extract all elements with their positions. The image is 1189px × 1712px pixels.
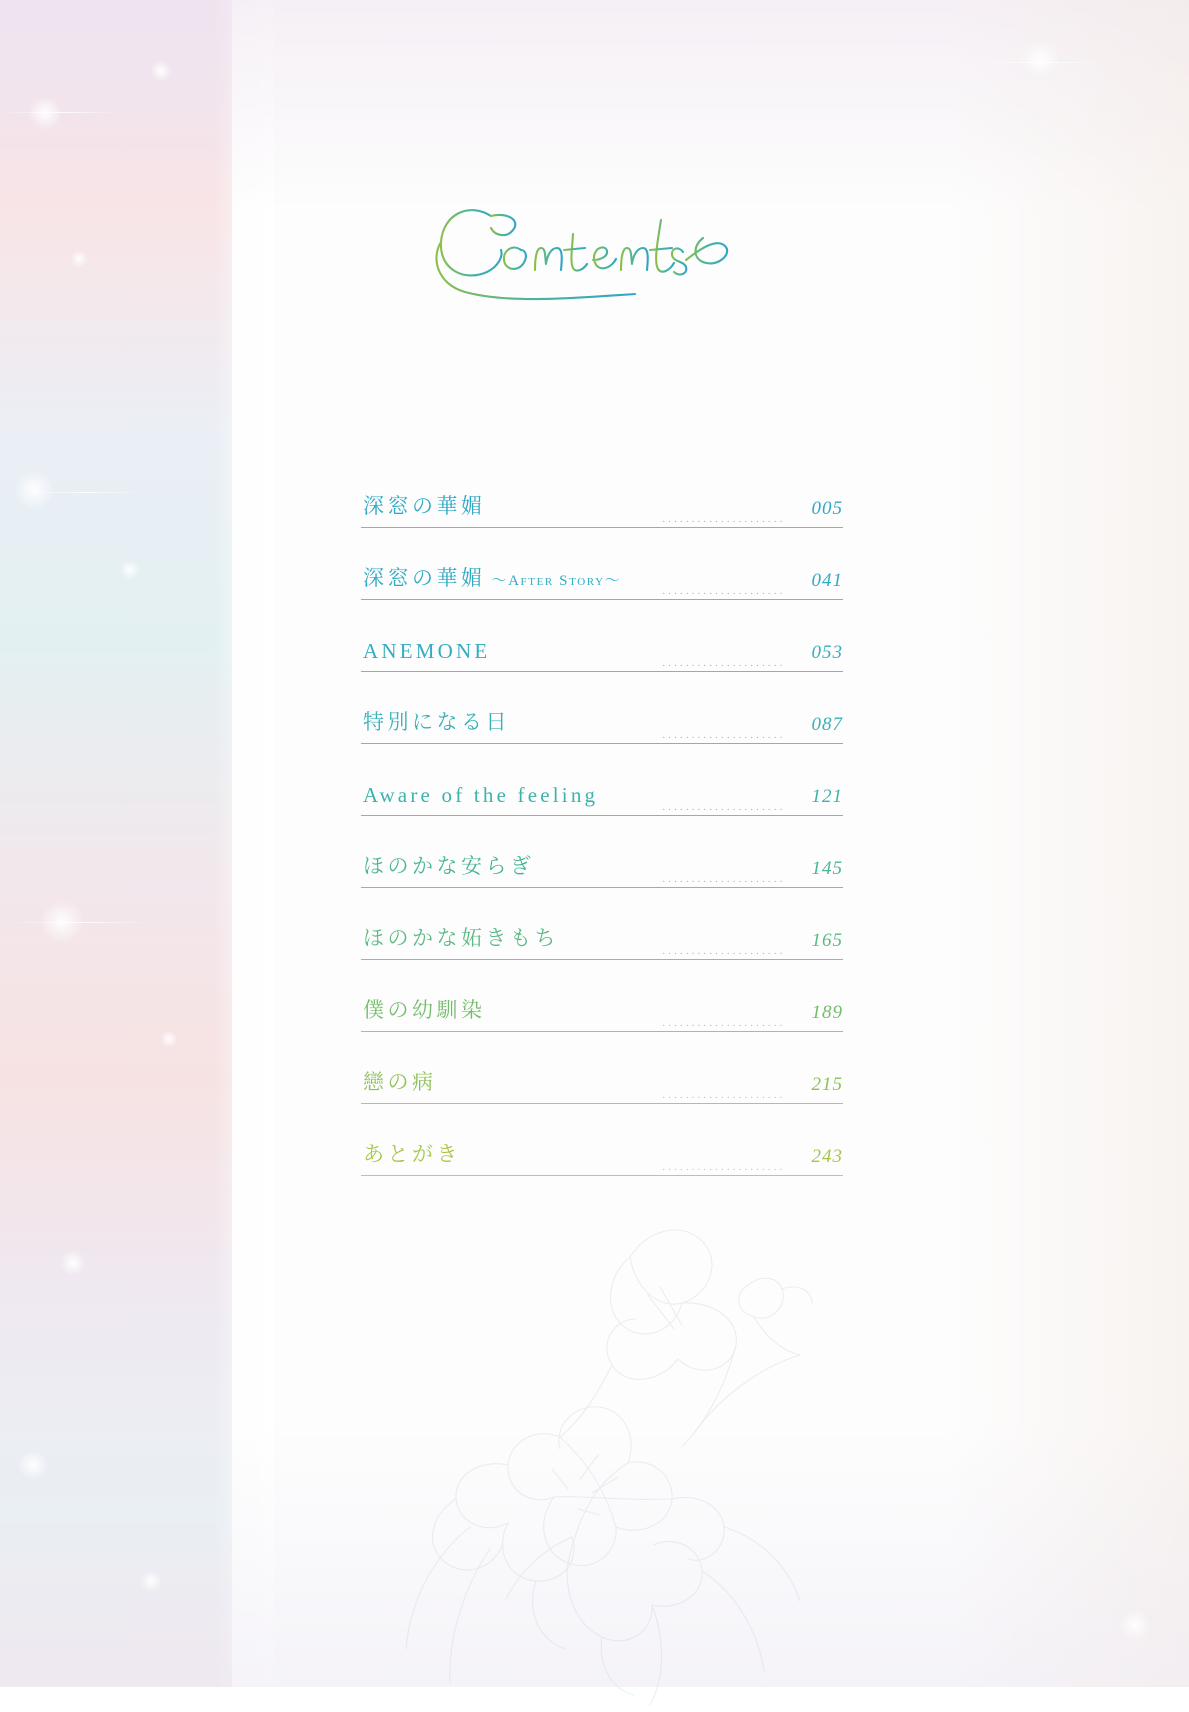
toc-entry-leader-dots: ····················· — [661, 948, 785, 960]
toc-entry-page-number: 243 — [811, 1146, 843, 1167]
light-streak-decoration — [10, 922, 150, 923]
toc-entry-leader-dots: ····················· — [661, 1092, 785, 1104]
toc-entry-page-number: 041 — [811, 570, 843, 591]
toc-entry-title: あとがき — [363, 1142, 461, 1166]
toc-entry-title: ANEMONE — [363, 639, 491, 663]
toc-entry-title: 戀の病 — [363, 1070, 437, 1094]
toc-entry[interactable] — [361, 902, 843, 974]
toc-entry-title: 深窓の華媚 — [363, 494, 486, 518]
toc-entry-title: 僕の幼馴染 — [363, 998, 486, 1022]
page-title — [0, 198, 1189, 323]
toc-entry[interactable] — [361, 470, 843, 542]
toc-entry[interactable] — [361, 614, 843, 686]
toc-entry-leader-dots: ····················· — [661, 1164, 785, 1176]
toc-entry-leader-dots: ····················· — [661, 732, 785, 744]
toc-entry-title: 特別になる日 — [363, 710, 510, 734]
toc-entry-page-number: 215 — [811, 1074, 843, 1095]
toc-entry[interactable] — [361, 542, 843, 614]
toc-entry-title-main: 深窓の華媚 — [363, 566, 486, 590]
table-of-contents — [361, 470, 843, 1190]
toc-entry-page-number: 189 — [811, 1002, 843, 1023]
light-streak-decoration — [30, 492, 140, 493]
lily-illustration — [330, 1197, 850, 1707]
toc-entry-leader-dots: ····················· — [661, 660, 785, 672]
toc-entry[interactable] — [361, 686, 843, 758]
toc-entry-title: Aware of the feeling — [363, 783, 599, 807]
toc-entry-title: ほのかな妬きもち — [363, 926, 559, 950]
toc-entry-leader-dots: ····················· — [661, 588, 785, 600]
toc-entry[interactable] — [361, 830, 843, 902]
toc-entry-subtitle: 〜After Story〜 — [491, 573, 622, 589]
light-streak-decoration — [980, 62, 1110, 63]
toc-entry[interactable] — [361, 1046, 843, 1118]
toc-entry-title: ほのかな安らぎ — [363, 854, 535, 878]
toc-entry-page-number: 005 — [811, 498, 843, 519]
toc-entry[interactable] — [361, 1118, 843, 1190]
toc-entry-page-number: 053 — [811, 642, 843, 663]
toc-entry-page-number: 121 — [811, 786, 843, 807]
toc-entry-page-number: 165 — [811, 930, 843, 951]
toc-entry-title — [363, 562, 621, 592]
toc-entry-page-number: 145 — [811, 858, 843, 879]
toc-entry-page-number: 087 — [811, 714, 843, 735]
toc-entry[interactable] — [361, 974, 843, 1046]
toc-entry-leader-dots: ····················· — [661, 1020, 785, 1032]
toc-entry-leader-dots: ····················· — [661, 876, 785, 888]
toc-entry[interactable] — [361, 758, 843, 830]
light-streak-decoration — [0, 112, 120, 113]
toc-entry-leader-dots: ····················· — [661, 516, 785, 528]
toc-entry-leader-dots: ····················· — [661, 804, 785, 816]
